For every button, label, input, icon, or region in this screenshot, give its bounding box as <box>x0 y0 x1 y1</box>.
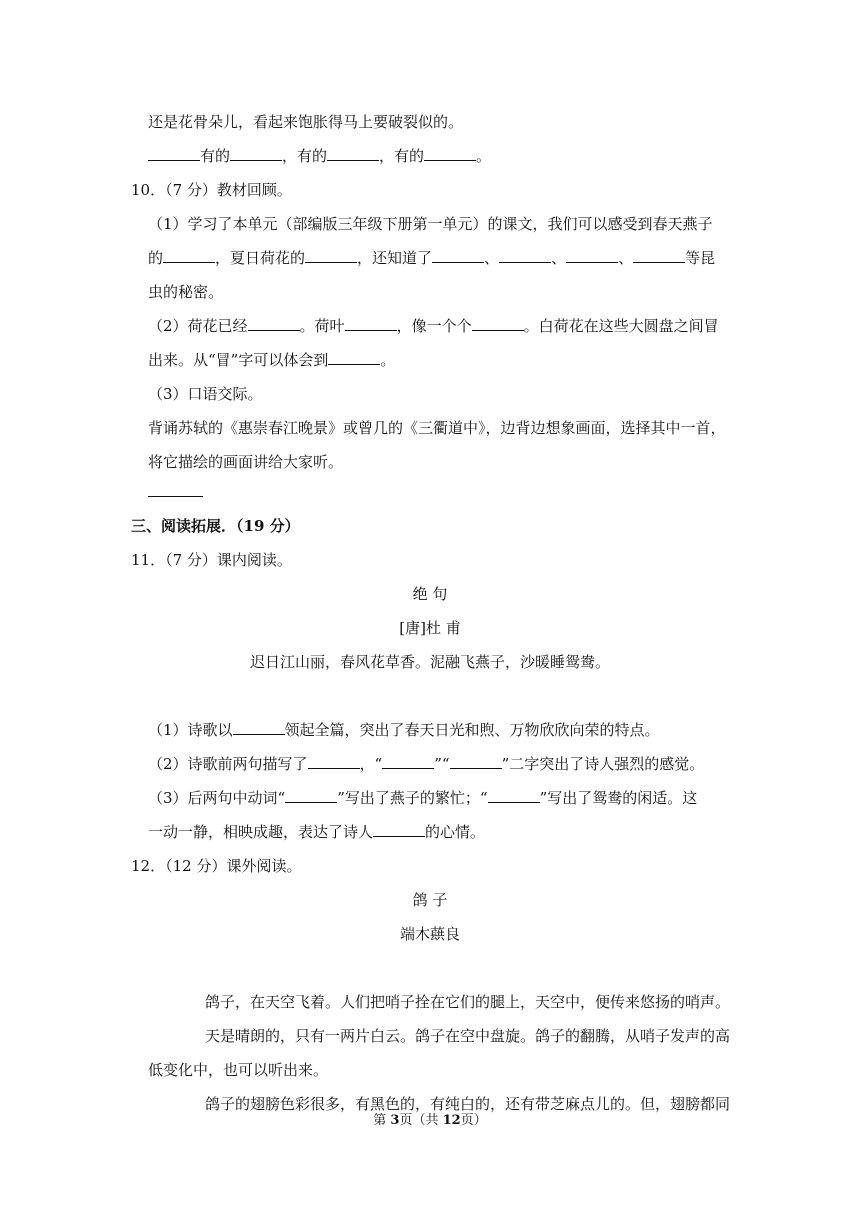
answer-blank[interactable] <box>308 754 360 769</box>
question-heading: 10．（7 分）教材回顾。 <box>131 181 292 199</box>
poem-body: 迟日江山丽，春风花草香。泥融飞燕子，沙暖睡鸳鸯。 <box>249 653 610 671</box>
story-author: 端木蕻良 <box>399 925 460 943</box>
text: ，有的 <box>282 147 328 165</box>
story-title: 鸽 子 <box>412 891 448 909</box>
question-heading: 12．（12 分）课外阅读。 <box>131 857 302 875</box>
text-line: （3）口语交际。 <box>148 385 263 403</box>
answer-blank[interactable] <box>305 248 357 263</box>
paragraph-line: 鸽子，在天空飞着。人们把哨子拴在它们的腿上，天空中，便传来悠扬的哨声。 <box>205 993 731 1011</box>
text: 。 <box>476 147 492 165</box>
poem-title: 绝 句 <box>412 585 448 603</box>
fill-in-line: （2）荷花已经 。荷叶 ，像一个个 。白荷花在这些大圆盘之间冒 <box>148 317 719 335</box>
answer-blank[interactable] <box>432 248 484 263</box>
answer-blank[interactable] <box>328 350 380 365</box>
text-line: 虫的秘密。 <box>148 283 224 301</box>
text: 有的 <box>200 147 231 165</box>
answer-blank[interactable] <box>345 316 397 331</box>
answer-blank[interactable] <box>230 146 282 161</box>
fill-in-line: 一动一静，相映成趣，表达了诗人 的心情。 <box>148 823 486 841</box>
text-line: （1）学习了本单元（部编版三年级下册第一单元）的课文，我们可以感受到春天燕子 <box>148 215 713 233</box>
paragraph-line: 低变化中，也可以听出来。 <box>148 1061 329 1079</box>
page-total: 12 <box>442 1113 461 1128</box>
fill-in-line: 的 ，夏日荷花的 ，还知道了 、 、 、 等昆 <box>148 249 716 267</box>
text: 还是花骨朵儿，看起来饱胀得马上要破裂似的。 <box>148 113 464 131</box>
answer-blank[interactable] <box>285 788 337 803</box>
text-line <box>148 112 463 132</box>
text-line: 背诵苏轼的《惠崇春江晚景》或曾几的《三衢道中》，边背边想象画面，选择其中一首， <box>148 419 726 437</box>
answer-blank[interactable] <box>499 248 551 263</box>
question-heading: 11．（7 分）课内阅读。 <box>131 551 292 569</box>
fill-in-line: （1）诗歌以 领起全篇，突出了春天日光和煦、万物欣欣向荣的特点。 <box>148 721 660 739</box>
answer-blank[interactable] <box>248 316 300 331</box>
paragraph-line: 天是晴朗的，只有一两片白云。鸽子在空中盘旋。鸽子的翻腾，从哨子发声的高 <box>205 1027 731 1045</box>
paragraph-line: 鸽子的翅膀色彩很多，有黑色的，有纯白的，还有带芝麻点儿的。但，翅膀都同 <box>205 1095 731 1113</box>
answer-blank[interactable] <box>566 248 618 263</box>
answer-blank[interactable] <box>233 720 285 735</box>
fill-in-line: （3）后两句中动词“ ”写出了燕子的繁忙；“ ”写出了鸳鸯的闲适。这 <box>148 789 698 807</box>
answer-blank[interactable] <box>163 248 215 263</box>
answer-blank[interactable] <box>382 754 434 769</box>
section-heading: 三、阅读拓展．（19 分） <box>131 517 300 535</box>
answer-blank[interactable] <box>424 146 476 161</box>
fill-in-line: 出来。从“冒”字可以体会到 。 <box>148 351 396 369</box>
answer-blank[interactable] <box>472 316 524 331</box>
page-number: 3 <box>390 1113 400 1128</box>
answer-blank[interactable] <box>148 146 200 161</box>
fill-in-line <box>148 146 491 166</box>
answer-blank[interactable] <box>327 146 379 161</box>
page-footer: 第 3页（共 12页） <box>373 1113 487 1128</box>
answer-line[interactable] <box>148 496 203 497</box>
fill-in-line: （2）诗歌前两句描写了 ，“ ”“ ”二字突出了诗人强烈的感觉。 <box>148 755 705 773</box>
answer-blank[interactable] <box>488 788 540 803</box>
answer-blank[interactable] <box>633 248 685 263</box>
poem-author: [唐]杜 甫 <box>399 619 461 637</box>
text-line: 将它描绘的画面讲给大家听。 <box>148 453 344 471</box>
text: ，有的 <box>379 147 425 165</box>
answer-blank[interactable] <box>450 754 502 769</box>
answer-blank[interactable] <box>373 822 425 837</box>
